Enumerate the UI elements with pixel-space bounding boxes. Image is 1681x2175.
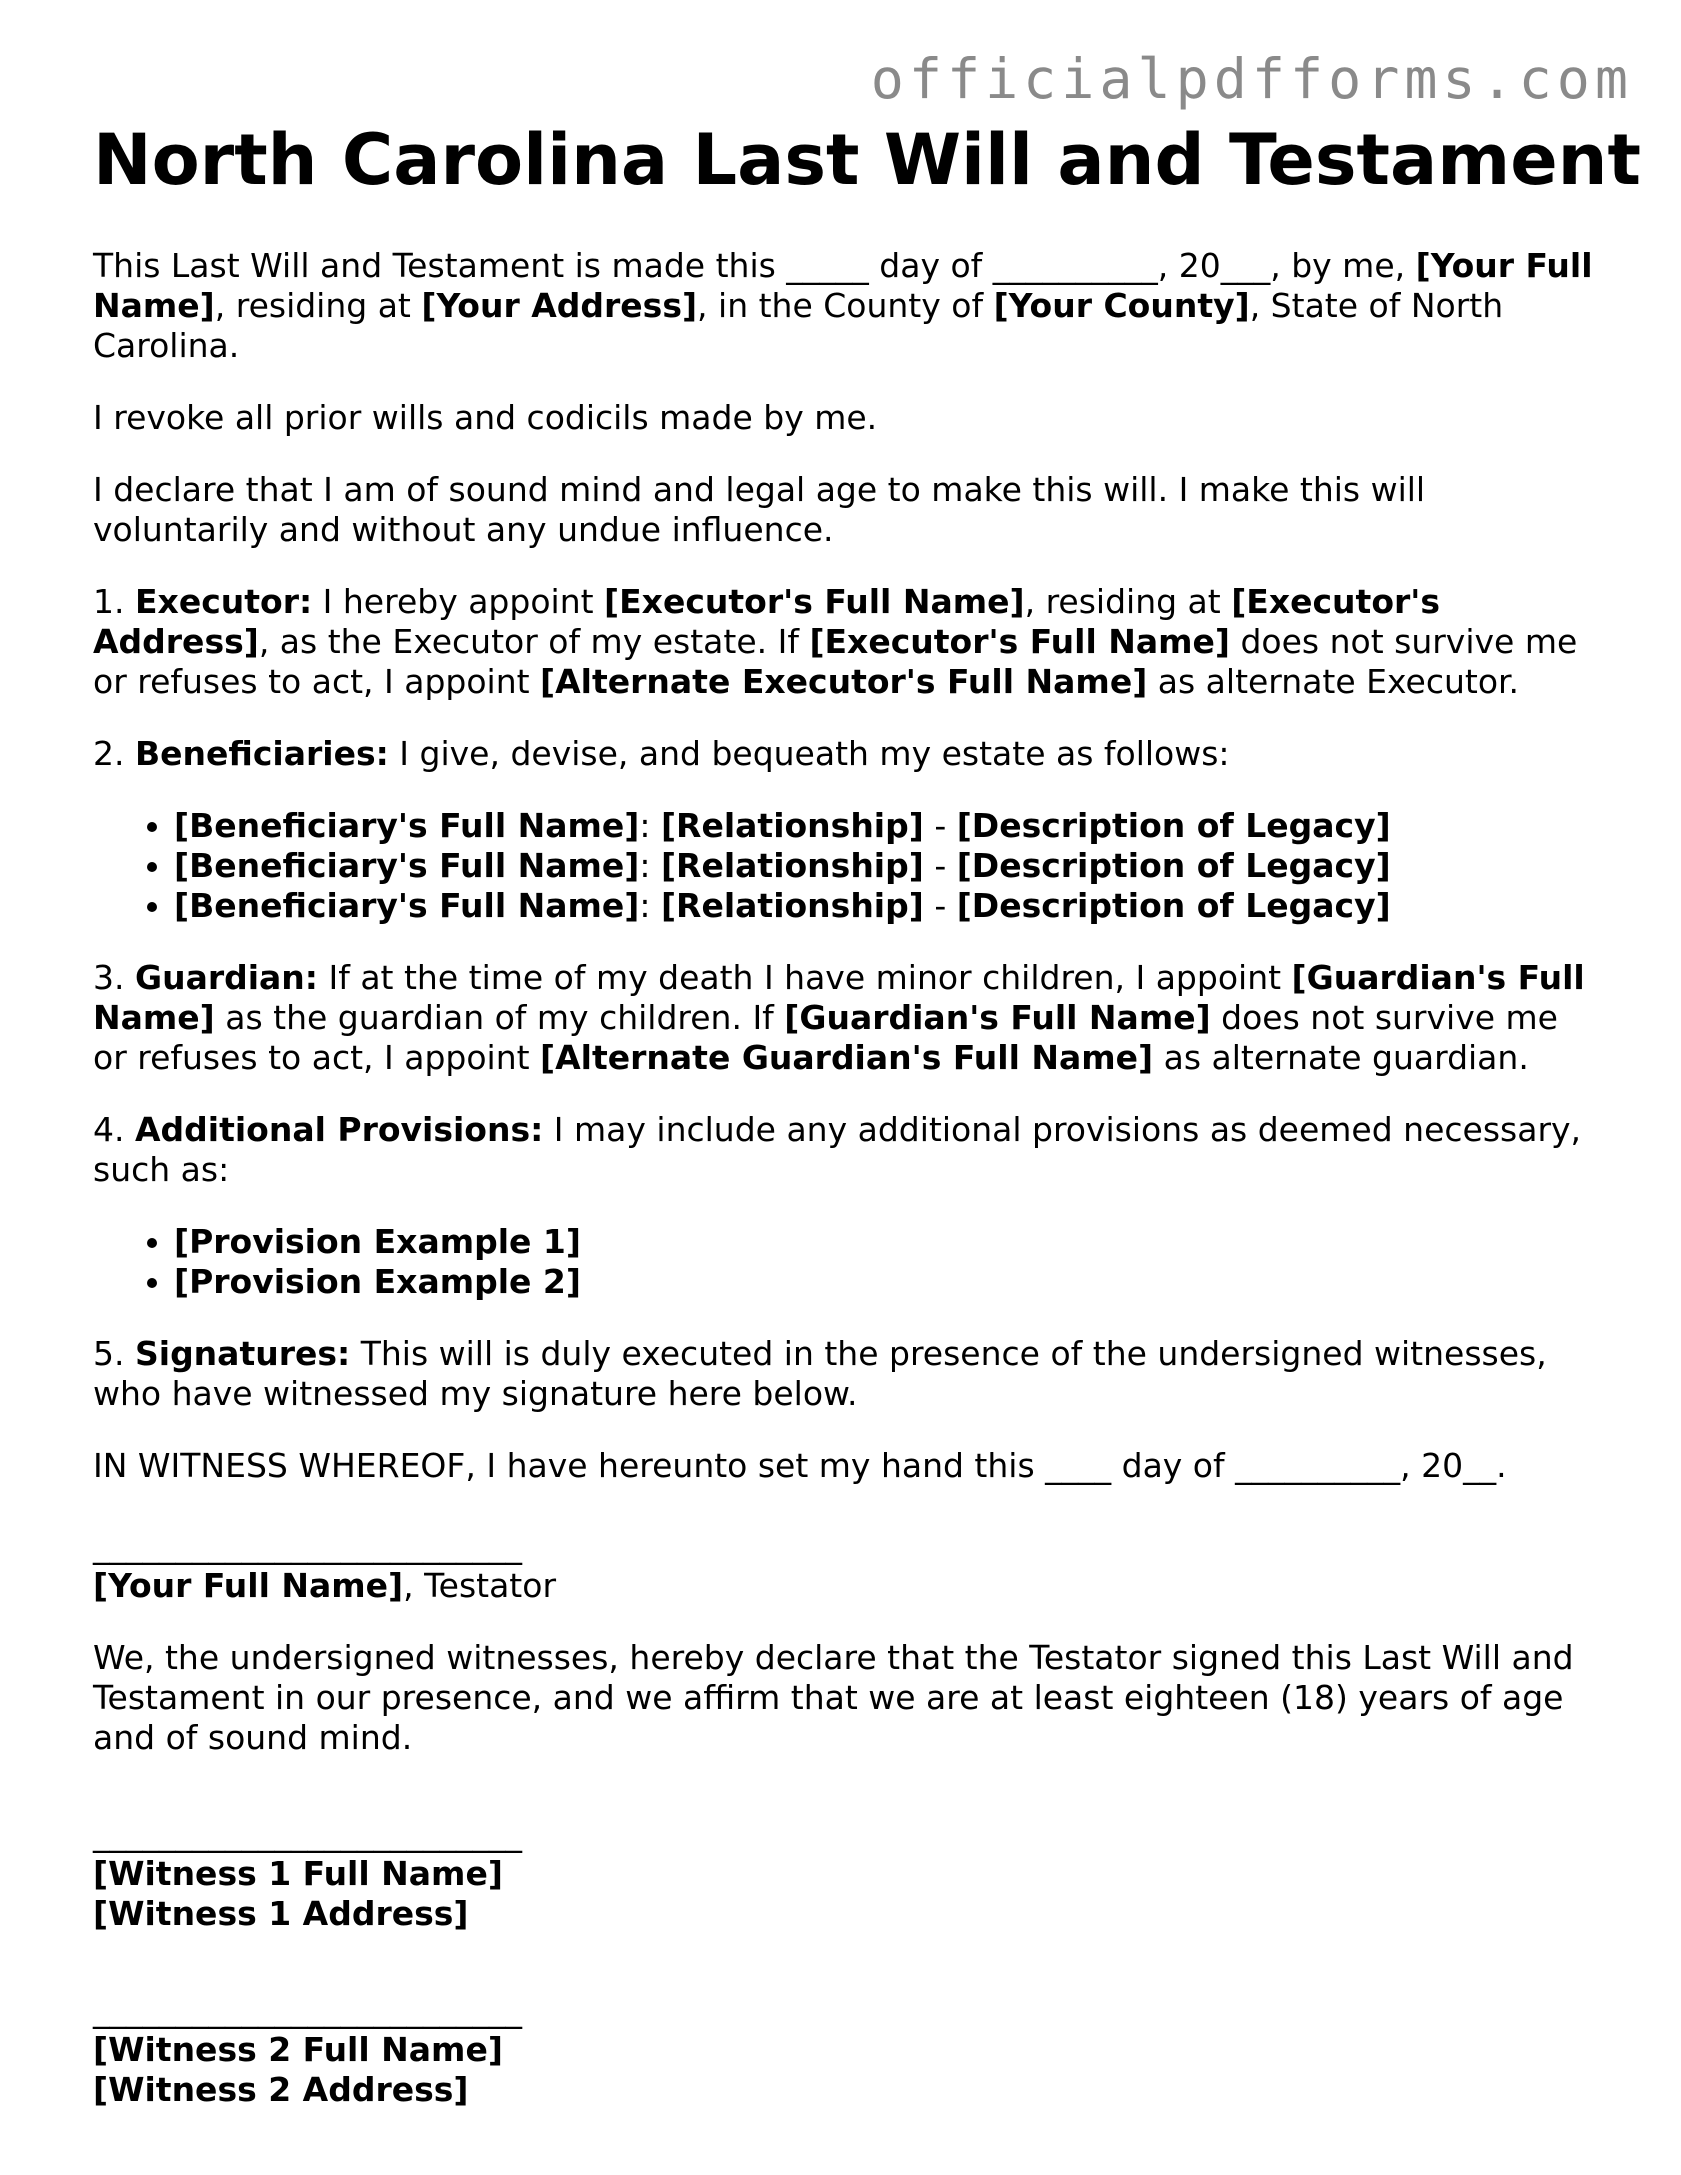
beneficiary-name-field: [Beneficiary's Full Name] — [174, 806, 640, 845]
intro-text: This Last Will and Testament is made this _____ day of __________, 20___, by me, — [93, 246, 1416, 285]
beneficiary-item — [174, 806, 1593, 846]
testator-name-field: [Your Full Name] — [93, 246, 1593, 325]
section-number: 2. — [93, 734, 135, 773]
guardian-name-field: [Guardian's Full Name] — [784, 998, 1211, 1037]
watermark: officialpdfforms.com — [870, 47, 1633, 111]
provisions-section — [93, 1110, 1593, 1190]
beneficiary-list — [93, 806, 1593, 926]
relationship-field: [Relationship] — [660, 846, 924, 885]
beneficiary-item — [174, 846, 1593, 886]
section-text: does not survive me or refuses to act, I appoint — [93, 622, 1578, 701]
provision-item: • [Provision Example 2] — [174, 1262, 1593, 1302]
section-heading: Guardian: — [134, 958, 318, 997]
section-text: This will is duly executed in the presence of the undersigned witnesses, who have witnessed my signature here below. — [93, 1334, 1547, 1413]
signatures-section — [93, 1334, 1593, 1414]
section-text: does not survive me or refuses to act, I appoint — [93, 998, 1558, 1077]
signature-line: __________________________ — [93, 1814, 522, 1853]
alternate-executor-field: [Alternate Executor's Full Name] — [540, 662, 1148, 701]
signature-line: __________________________ — [93, 1990, 522, 2029]
legacy-field: [Description of Legacy] — [956, 846, 1391, 885]
guardian-section — [93, 958, 1593, 1078]
testator-line — [93, 1566, 1593, 1606]
section-text: I hereby appoint — [312, 582, 605, 621]
signature-line: __________________________ — [93, 1526, 522, 1565]
testator-county-field: [Your County] — [993, 286, 1250, 325]
testator-address-field: [Your Address] — [421, 286, 698, 325]
beneficiaries-section — [93, 734, 1593, 774]
separator: : — [639, 886, 661, 925]
guardian-name-field: [Guardian's Full Name] — [93, 958, 1585, 1037]
intro-text: , residing at — [214, 286, 422, 325]
document-body — [93, 118, 1641, 2110]
separator: : — [639, 806, 661, 845]
alternate-guardian-field: [Alternate Guardian's Full Name] — [540, 1038, 1154, 1077]
provision-list — [93, 1222, 1593, 1302]
section-text: I may include any additional provisions as deemed necessary, such as: — [93, 1110, 1582, 1189]
section-text: I give, devise, and bequeath my estate as follows: — [388, 734, 1230, 773]
witness-name-field: [Witness 1 Full Name] — [93, 1854, 503, 1893]
separator: - — [923, 806, 957, 845]
section-text: , residing at — [1024, 582, 1232, 621]
executor-name-field: [Executor's Full Name] — [604, 582, 1025, 621]
intro-text: , in the County of — [697, 286, 994, 325]
intro-paragraph — [93, 246, 1593, 366]
section-heading: Additional Provisions: — [134, 1110, 544, 1149]
separator: : — [639, 846, 661, 885]
testator-signature-block — [93, 1526, 1593, 1606]
document-title: North Carolina Last Will and Testament — [93, 119, 1641, 201]
section-heading: Beneficiaries: — [134, 734, 389, 773]
executor-address-field: [Executor's Address] — [93, 582, 1441, 661]
executor-section — [93, 582, 1593, 702]
witness-address-field: [Witness 1 Address] — [93, 1894, 469, 1933]
legacy-field: [Description of Legacy] — [956, 886, 1391, 925]
section-text: If at the time of my death I have minor children, I appoint — [318, 958, 1292, 997]
section-number: 5. — [93, 1334, 135, 1373]
relationship-field: [Relationship] — [660, 886, 924, 925]
section-number: 4. — [93, 1110, 135, 1149]
testator-name-field: [Your Full Name] — [93, 1566, 404, 1605]
witness-whereof-paragraph: IN WITNESS WHEREOF, I have hereunto set my hand this ____ day of __________, 20__. — [93, 1446, 1507, 1485]
intro-text: , State of North Carolina. — [93, 286, 1504, 365]
relationship-field: [Relationship] — [660, 806, 924, 845]
executor-name-field: [Executor's Full Name] — [809, 622, 1230, 661]
section-heading: Signatures: — [134, 1334, 351, 1373]
section-number: 1. — [93, 582, 135, 621]
provision-item: • [Provision Example 1] — [174, 1222, 1593, 1262]
declaration-paragraph: I declare that I am of sound mind and legal age to make this will. I make this will voluntarily and without any undue influence. — [93, 470, 1426, 549]
witness-2-signature-block — [93, 1990, 1593, 2110]
separator: - — [923, 886, 957, 925]
testator-role: , Testator — [403, 1566, 557, 1605]
witness-declaration-paragraph: We, the undersigned witnesses, hereby declare that the Testator signed this Last Will and Testament in our presence, and we affirm that we are at least eighteen (18) years of age and of sound mind. — [93, 1638, 1574, 1757]
section-text: as alternate Executor. — [1147, 662, 1520, 701]
section-text: as the guardian of my children. If — [214, 998, 785, 1037]
witness-1-signature-block — [93, 1814, 1593, 1934]
separator: - — [923, 846, 957, 885]
witness-address-field: [Witness 2 Address] — [93, 2070, 469, 2109]
beneficiary-item — [174, 886, 1593, 926]
section-text: as alternate guardian. — [1153, 1038, 1529, 1077]
revocation-paragraph: I revoke all prior wills and codicils made by me. — [93, 398, 878, 437]
witness-name-field: [Witness 2 Full Name] — [93, 2030, 503, 2069]
section-text: , as the Executor of my estate. If — [258, 622, 810, 661]
legacy-field: [Description of Legacy] — [956, 806, 1391, 845]
beneficiary-name-field: [Beneficiary's Full Name] — [174, 886, 640, 925]
section-number: 3. — [93, 958, 135, 997]
section-heading: Executor: — [134, 582, 313, 621]
beneficiary-name-field: [Beneficiary's Full Name] — [174, 846, 640, 885]
